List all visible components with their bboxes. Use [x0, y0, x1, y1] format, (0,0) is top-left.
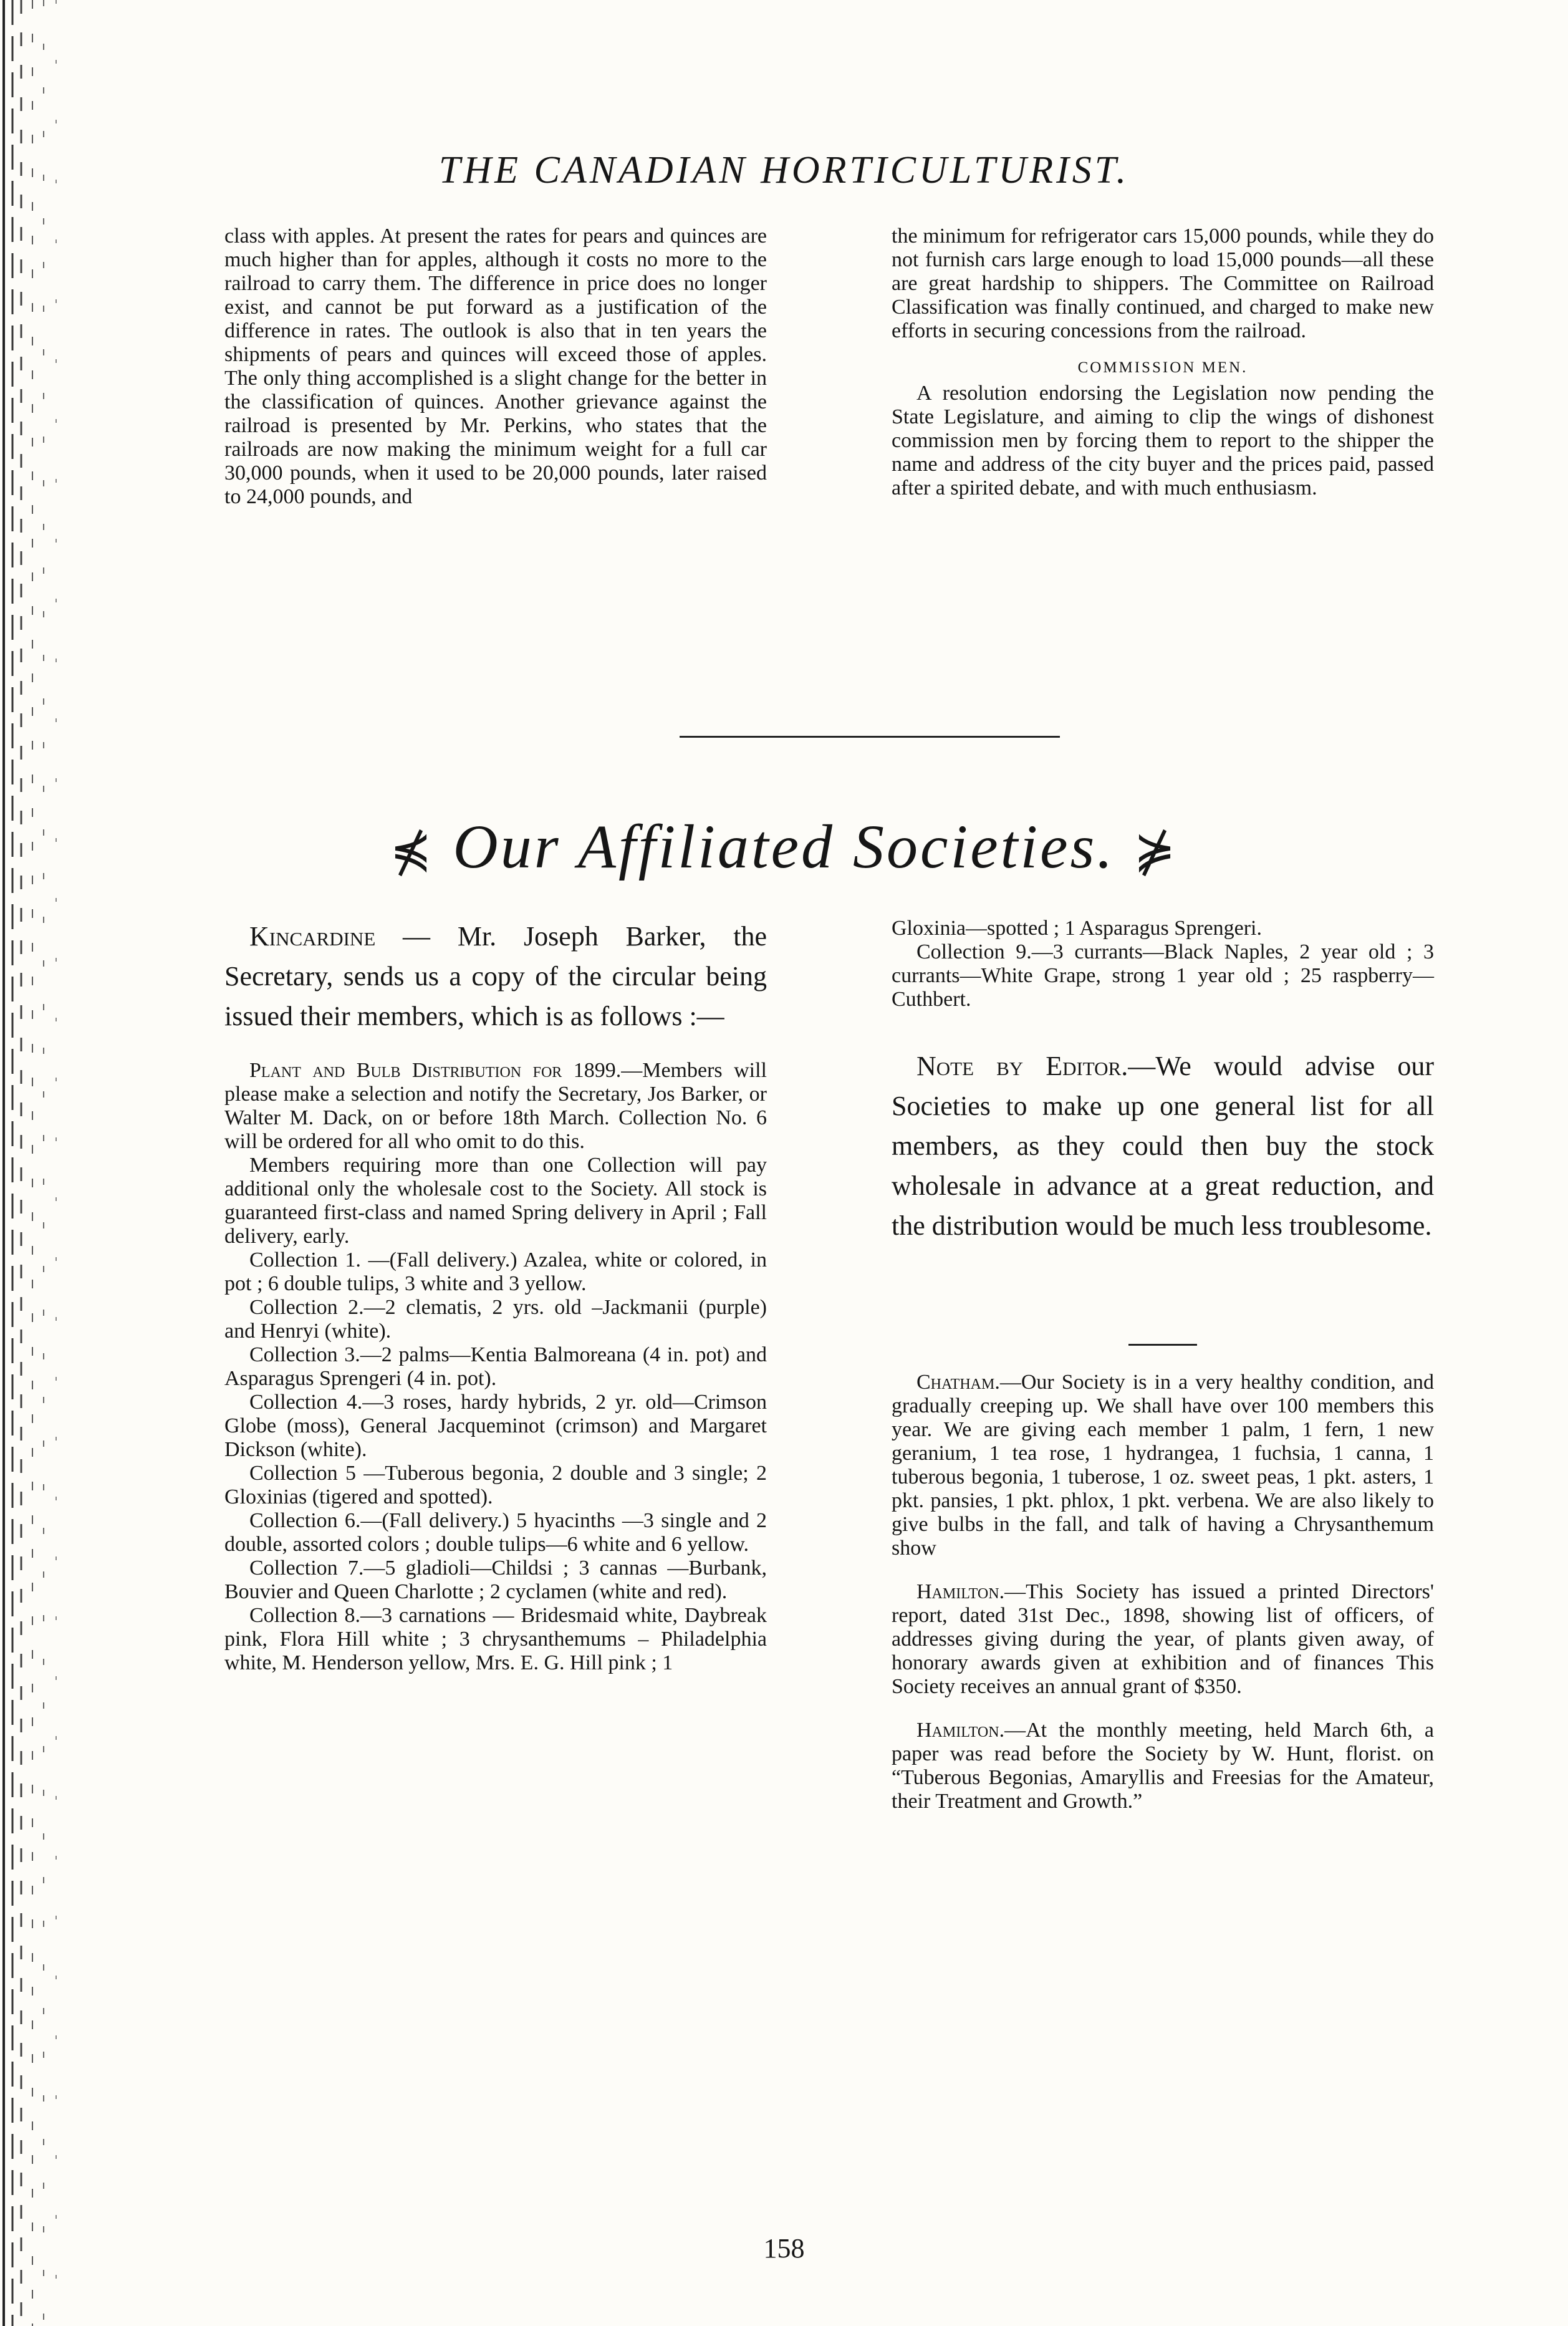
- collection-3: Collection 3.—2 palms—Kentia Balmoreana (4 in. pot) and Asparagus Sprengeri (4 in. pot).: [224, 1343, 767, 1390]
- plant-distribution-heading: Plant and Bulb Distribution for 1899.: [249, 1059, 622, 1082]
- section-banner: [0, 811, 1568, 882]
- collection-2: Collection 2.—2 clematis, 2 yrs. old –Jackmanii (purple) and Henryi (white).: [224, 1296, 767, 1343]
- binding-edge: [0, 0, 75, 2326]
- members-paragraph: Members requiring more than one Collection will pay additional only the wholesale cost to the Society. All stock is guaranteed first-class and named Spring delivery in April ; Fall delivery, early.: [224, 1154, 767, 1248]
- banner-title: Our Affiliated Societies.: [453, 812, 1115, 881]
- gloxinia-line: Gloxinia—spotted ; 1 Asparagus Sprengeri.: [892, 917, 1262, 940]
- chatham-text: —Our Society is in a very healthy condition, and gradually creeping up. We shall have over 100 members this year. We are giving each member 1 palm, 1 fern, 1 new geranium, 1 tea rose, 1 hydrangea, 1 fuchsia, 1 canna, 1 tuberous begonia, 1 tuberose, 1 oz. sweet peas, 1 pkt. asters, 1 pkt. pansies, 1 pkt. phlox, 1 pkt. verbena. We are also likely to give bulbs in the fall, and talk of having a Chrysanthemum show: [892, 1371, 1434, 1560]
- right-ornament-icon: ⋡: [1133, 824, 1178, 879]
- resolution-paragraph: A resolution endorsing the Legislation now pending the State Legislature, and aiming to clip the wings of dishonest commission men by forcing them to report to the shipper the name and address of the city buyer and the prices paid, passed after a spirited debate, and with much enthusiasm.: [892, 382, 1434, 499]
- kincardine-lead: Kincardine: [249, 921, 376, 952]
- note-lead: Note by Editor.: [916, 1051, 1128, 1081]
- collection-4: Collection 4.—3 roses, hardy hybrids, 2 yr. old—Crimson Globe (moss), General Jacqueminot (crimson) and Margaret Dickson (white).: [224, 1391, 767, 1461]
- chatham-lead: Chatham.: [916, 1371, 1000, 1394]
- continued-paragraph: class with apples. At present the rates for pears and quinces are much higher than for apples, although it costs no more to the railroad to carry them. The difference in price does no longer exist, and cannot be put forward as a justification of the difference in rates. The outlook is also that in ten years the shipments of pears and quinces will exceed those of apples. The only thing accomplished is a slight change for the better in the classification of quinces. Another grievance against the railroad is presented by Mr. Perkins, who states that the railroads are now making the minimum weight for a full car 30,000 pounds, when it used to be 20,000 pounds, later raised to 24,000 pounds, and: [224, 224, 767, 508]
- collection-5: Collection 5 —Tuberous begonia, 2 double and 3 single; 2 Gloxinias (tigered and spotted).: [224, 1462, 767, 1508]
- collection-7: Collection 7.—5 gladioli—Childsi ; 3 cannas —Burbank, Bouvier and Queen Charlotte ; 2 cyclamen (white and red).: [224, 1556, 767, 1603]
- top-right-column: [892, 224, 1434, 500]
- editor-note-block: [892, 1046, 1434, 1246]
- refrigerator-paragraph: the minimum for refrigerator cars 15,000 pounds, while they do not furnish cars large enough to load 15,000 pounds—all these are great hardship to shippers. The Committee on Railroad Classification was finally continued, and charged to make new efforts in securing concessions from the railroad.: [892, 224, 1434, 342]
- collection-9: Collection 9.—3 currants—Black Naples, 2 year old ; 3 currants—White Grape, strong 1 year old ; 25 raspberry—Cuthbert.: [892, 940, 1434, 1011]
- collection-8: Collection 8.—3 carnations — Bridesmaid white, Daybreak pink, Flora Hill white ; 3 chrysanthemums – Philadelphia white, M. Henderson yellow, Mrs. E. G. Hill pink ; 1: [224, 1604, 767, 1674]
- hamilton-meeting-lead: Hamilton.: [916, 1719, 1005, 1742]
- hamilton-meeting-text: —At the monthly meeting, held March 6th, a paper was read before the Society by W. Hunt, florist. on “Tuberous Begonias, Amaryllis and Freesias for the Amateur, their Treatment and Growth.”: [892, 1719, 1434, 1813]
- collection-6: Collection 6.—(Fall delivery.) 5 hyacinths —3 single and 2 double, assorted colors ; double tulips—6 white and 6 yellow.: [224, 1509, 767, 1556]
- kincardine-intro: — Mr. Joseph Barker, the Secretary, sends us a copy of the circular being issued their members, which is as follows :—: [224, 921, 767, 1031]
- section-divider: [680, 736, 1060, 738]
- note-divider: [1128, 1344, 1197, 1346]
- page-number: 158: [763, 2233, 805, 2264]
- hamilton-report-lead: Hamilton.: [916, 1580, 1005, 1603]
- plant-distribution-text: —Members will please make a selection and notify the Secretary, Jos Barker, or Walter M. Dack, on or before 18th March. Collection No. 6 will be ordered for all who omit to do this.: [224, 1059, 767, 1153]
- running-header: THE CANADIAN HORTICULTURIST.: [438, 149, 1130, 191]
- note-text: —We would advise our Societies to make up one general list for all members, as they could then buy the stock wholesale in advance at a great reduction, and the distribution would be much less troublesome.: [892, 1051, 1434, 1241]
- societies-right-column: [892, 917, 1434, 1813]
- left-ornament-icon: ⋠: [390, 824, 435, 879]
- collection-1: Collection 1. —(Fall delivery.) Azalea, white or colored, in pot ; 6 double tulips, 3 white and 3 yellow.: [224, 1248, 767, 1295]
- hamilton-report-text: —This Society has issued a printed Directors' report, dated 31st Dec., 1898, showing list of officers, of addresses giving during the year, of plants given away, of honorary awards given at exhibition and of finances This Society receives an annual grant of $350.: [892, 1580, 1434, 1698]
- commission-men-subheading: COMMISSION MEN.: [1077, 359, 1248, 376]
- kincardine-intro-block: [224, 917, 767, 1036]
- kincardine-column: [224, 917, 767, 1675]
- top-left-column: [224, 224, 767, 509]
